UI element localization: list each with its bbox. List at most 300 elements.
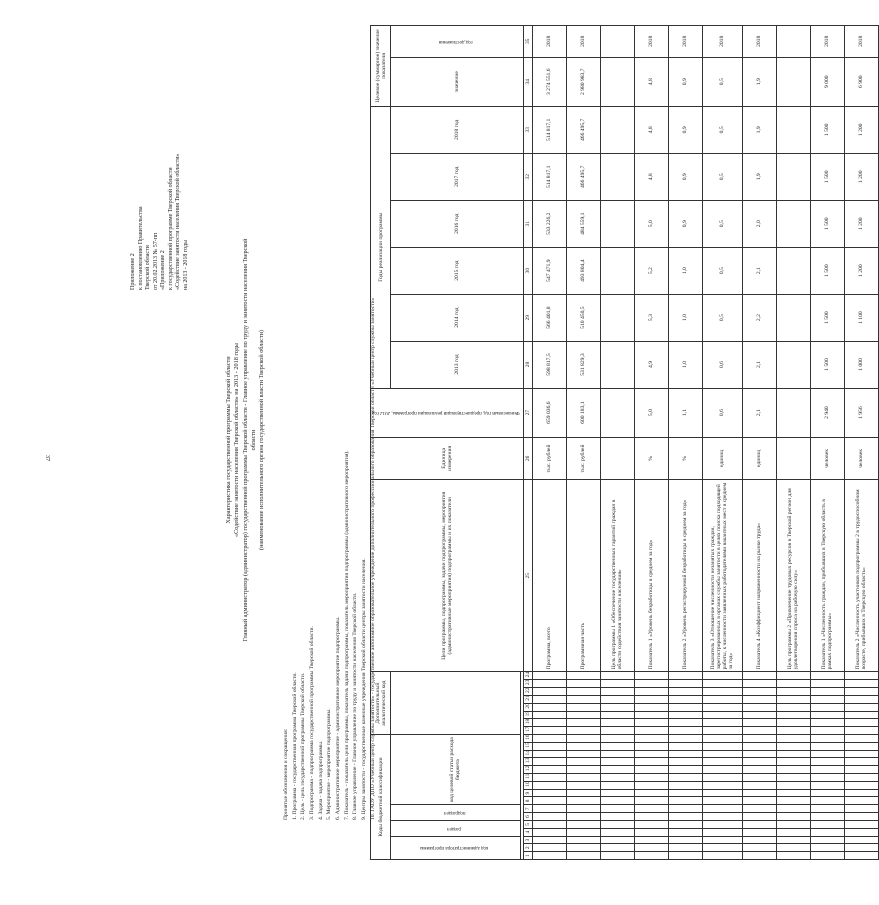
row-fin-year: 0,6: [702, 388, 742, 437]
row-year-value: 531 829,3: [566, 341, 600, 388]
code-cell: [776, 781, 810, 789]
code-cell: [776, 680, 810, 688]
code-cell: [776, 735, 810, 743]
header-unit: Единица измерения: [371, 437, 524, 479]
code-cell: [844, 695, 878, 703]
code-cell: [742, 844, 776, 852]
code-cell: [566, 844, 600, 852]
code-cell: [776, 852, 810, 860]
note-line: 2. Цель - цель государственной программы Тверской области.: [300, 672, 307, 820]
note-line: 9. Центры занятости - государственные казенные учреждения Тверской области центры занятости населения.: [360, 558, 367, 820]
row-year-value: [600, 247, 634, 294]
header-years-group: Годы реализации программы: [371, 106, 391, 388]
table-row: [566, 26, 600, 860]
column-number: 23: [523, 680, 532, 688]
code-cell: [668, 735, 702, 743]
code-cell: [810, 828, 844, 836]
code-cell: [600, 719, 634, 727]
code-cell: [844, 836, 878, 844]
code-cell: [566, 742, 600, 750]
code-cell: [634, 797, 668, 805]
code-cell: [600, 774, 634, 782]
column-number: 13: [523, 758, 532, 766]
code-cell: [532, 695, 566, 703]
note-line: 5. Мероприятие - мероприятие подпрограммы.: [326, 708, 333, 820]
code-cell: [810, 844, 844, 852]
note-line: 3. Подпрограмма - подпрограмма государственной программы Тверской области.: [308, 626, 315, 820]
table-row: [702, 26, 742, 860]
code-cell: [634, 805, 668, 813]
header-final-year: год достижения: [391, 26, 524, 58]
code-cell: [742, 703, 776, 711]
code-cell: [668, 774, 702, 782]
appendix-line: на 2013 - 2018 годы: [182, 239, 189, 290]
row-final-value: 9 000: [810, 57, 844, 106]
column-number: 3: [523, 836, 532, 844]
code-cell: [634, 695, 668, 703]
row-final-year: 2018: [810, 26, 844, 58]
code-cell: [702, 688, 742, 696]
row-name: Показатель 2 «Численность участников подпрограммы 2 в трудоспособном возрасте, прибывших в Тверскую область»: [844, 480, 878, 672]
code-cell: [776, 727, 810, 735]
row-fin-year: 1 956: [844, 388, 878, 437]
code-cell: [668, 813, 702, 821]
code-cell: [668, 836, 702, 844]
code-cell: [600, 852, 634, 860]
code-cell: [566, 820, 600, 828]
row-year-value: 5,2: [634, 247, 668, 294]
code-cell: [566, 750, 600, 758]
column-number: 10: [523, 781, 532, 789]
code-cell: [634, 742, 668, 750]
header-extra-code-spacer: [391, 672, 521, 735]
code-cell: [634, 719, 668, 727]
header-admin-code: код администратора программы: [391, 836, 521, 859]
code-cell: [702, 727, 742, 735]
code-cell: [600, 758, 634, 766]
column-number: 15: [523, 742, 532, 750]
code-cell: [702, 844, 742, 852]
column-number: 35: [523, 26, 532, 58]
table-row: [532, 26, 566, 860]
row-year-value: 1 200: [844, 153, 878, 200]
column-number: 2: [523, 844, 532, 852]
column-number: 28: [523, 341, 532, 388]
code-cell: [776, 797, 810, 805]
code-cell: [776, 789, 810, 797]
code-cell: [532, 727, 566, 735]
table-row: [776, 26, 810, 860]
code-cell: [532, 750, 566, 758]
code-cell: [810, 820, 844, 828]
code-cell: [702, 758, 742, 766]
code-cell: [844, 750, 878, 758]
header-year-2017: 2017 год: [391, 153, 524, 200]
row-year-value: [776, 341, 810, 388]
row-year-value: 4,8: [634, 153, 668, 200]
code-cell: [844, 797, 878, 805]
row-fin-year: 659 036,6: [532, 388, 566, 437]
code-cell: [566, 813, 600, 821]
column-number: 27: [523, 388, 532, 437]
code-cell: [600, 742, 634, 750]
code-cell: [600, 828, 634, 836]
row-year-value: 2,0: [742, 200, 776, 247]
table-row: [844, 26, 878, 860]
note-line: 6. Административное мероприятие - административное мероприятие подпрограммы.: [334, 616, 341, 820]
column-number: 32: [523, 153, 532, 200]
code-cell: [776, 820, 810, 828]
row-year-value: 1 200: [844, 200, 878, 247]
code-cell: [566, 727, 600, 735]
code-cell: [600, 805, 634, 813]
row-year-value: 4,8: [634, 106, 668, 153]
note-line: 8. Главное управление - Главное управление по труду и занятости населения Тверской области.: [352, 592, 359, 820]
code-cell: [742, 750, 776, 758]
column-number: 16: [523, 735, 532, 743]
row-year-value: 566 401,8: [532, 294, 566, 341]
row-year-value: 1 100: [844, 294, 878, 341]
column-number: 29: [523, 294, 532, 341]
column-number: 34: [523, 57, 532, 106]
code-cell: [844, 742, 878, 750]
code-cell: [600, 735, 634, 743]
row-year-value: 1 500: [810, 294, 844, 341]
row-year-value: 0,9: [668, 200, 702, 247]
row-final-year: 2018: [532, 26, 566, 58]
row-unit: тыс. рублей: [566, 437, 600, 479]
code-cell: [844, 727, 878, 735]
column-number: 18: [523, 719, 532, 727]
row-final-year: [600, 26, 634, 58]
code-cell: [532, 719, 566, 727]
row-fin-year: 2 940: [810, 388, 844, 437]
program-characteristics-table: [370, 25, 879, 860]
code-cell: [600, 813, 634, 821]
row-year-value: [600, 200, 634, 247]
code-cell: [566, 680, 600, 688]
code-cell: [810, 789, 844, 797]
header-budget-codes: Коды бюджетной классификации: [371, 735, 391, 860]
code-cell: [810, 672, 844, 680]
column-number: 19: [523, 711, 532, 719]
code-cell: [634, 774, 668, 782]
code-cell: [668, 695, 702, 703]
code-cell: [844, 758, 878, 766]
row-unit: тыс. рублей: [532, 437, 566, 479]
row-name: Цель программы 2 «Привлечение трудовых ресурсов в Тверской регион для удовлетворения спроса на рабочую силу»: [776, 480, 810, 672]
code-cell: [742, 727, 776, 735]
code-cell: [742, 828, 776, 836]
column-number: 6: [523, 813, 532, 821]
row-fin-year: 2,1: [742, 388, 776, 437]
row-year-value: [776, 200, 810, 247]
row-year-value: 466 495,7: [566, 153, 600, 200]
code-cell: [776, 672, 810, 680]
code-cell: [532, 805, 566, 813]
code-cell: [634, 680, 668, 688]
row-year-value: 514 817,1: [532, 106, 566, 153]
row-year-value: 0,5: [702, 294, 742, 341]
row-fin-year: 5,0: [634, 388, 668, 437]
code-cell: [566, 766, 600, 774]
column-number-row: [523, 26, 532, 860]
appendix-line: к постановлению Правительства: [137, 206, 144, 290]
row-unit: человек: [810, 437, 844, 479]
row-year-value: 514 817,1: [532, 153, 566, 200]
row-year-value: 598 817,5: [532, 341, 566, 388]
header-name: Цели программы, подпрограммы, задачи подпрограммы, мероприятия (административные мероприятия) подпрограммы и их показатели: [371, 480, 524, 672]
row-year-value: 547 471,9: [532, 247, 566, 294]
note-line: 1. Программа - государственная программа Тверской области.: [291, 672, 298, 820]
row-final-value: 4,8: [634, 57, 668, 106]
row-year-value: 1 000: [844, 341, 878, 388]
note-line: Принятые обозначения и сокращения:: [283, 728, 289, 820]
code-cell: [742, 805, 776, 813]
code-cell: [702, 735, 742, 743]
code-cell: [668, 844, 702, 852]
code-cell: [600, 844, 634, 852]
code-cell: [532, 711, 566, 719]
column-number: 24: [523, 672, 532, 680]
code-cell: [668, 852, 702, 860]
column-number: 25: [523, 480, 532, 672]
row-year-value: 0,5: [702, 247, 742, 294]
table-row: [634, 26, 668, 860]
header-subsection: подраздел: [391, 805, 521, 821]
row-year-value: [776, 247, 810, 294]
code-cell: [600, 672, 634, 680]
row-unit: [600, 437, 634, 479]
row-year-value: 5,0: [634, 200, 668, 247]
code-cell: [634, 727, 668, 735]
row-name: Программная часть: [566, 480, 600, 672]
row-unit: [776, 437, 810, 479]
code-cell: [810, 703, 844, 711]
page-number: 37: [44, 455, 50, 461]
row-year-value: 2,1: [742, 247, 776, 294]
header-target-article: код целевой статьи расхода бюджета: [391, 735, 521, 805]
code-cell: [634, 844, 668, 852]
row-year-value: 1 500: [810, 200, 844, 247]
code-cell: [810, 735, 844, 743]
row-year-value: [600, 294, 634, 341]
code-cell: [844, 805, 878, 813]
code-cell: [702, 695, 742, 703]
row-year-value: 1,0: [668, 294, 702, 341]
row-year-value: 493 804,4: [566, 247, 600, 294]
column-number: 12: [523, 766, 532, 774]
row-unit: %: [634, 437, 668, 479]
column-number: 9: [523, 789, 532, 797]
row-name: Цель программы 1 «Обеспечение государственных гарантий граждан в области содействия занятости населения»: [600, 480, 634, 672]
row-name: Показатель 1 «Уровень безработицы в среднем за год»: [634, 480, 668, 672]
column-number: 30: [523, 247, 532, 294]
code-cell: [810, 805, 844, 813]
row-unit: человек: [844, 437, 878, 479]
code-cell: [776, 766, 810, 774]
column-number: 17: [523, 727, 532, 735]
note-line: 10. ГАОУ ДПО «Учебный центр службы занятости» - государственное автономное образовательное учреждение дополнительного профессионального образования Тверской области «Учебный центр службы занятости»: [369, 297, 376, 820]
code-cell: [702, 703, 742, 711]
code-cell: [566, 774, 600, 782]
code-cell: [844, 774, 878, 782]
row-year-value: 2,1: [742, 341, 776, 388]
header-year-2013: 2013 год: [391, 341, 524, 388]
code-cell: [600, 836, 634, 844]
code-cell: [702, 719, 742, 727]
code-cell: [742, 766, 776, 774]
table-row: [742, 26, 776, 860]
code-cell: [532, 813, 566, 821]
code-cell: [634, 820, 668, 828]
row-final-year: 2018: [742, 26, 776, 58]
code-cell: [634, 750, 668, 758]
title-line-4: (наименование исполнительного органа государственной власти Тверской области): [258, 330, 266, 550]
code-cell: [600, 711, 634, 719]
code-cell: [566, 735, 600, 743]
code-cell: [776, 688, 810, 696]
row-year-value: [776, 153, 810, 200]
code-cell: [742, 797, 776, 805]
code-cell: [844, 828, 878, 836]
column-number: 26: [523, 437, 532, 479]
row-year-value: 533 226,2: [532, 200, 566, 247]
code-cell: [566, 852, 600, 860]
code-cell: [566, 758, 600, 766]
row-year-value: 1 500: [810, 341, 844, 388]
row-year-value: [600, 341, 634, 388]
code-cell: [532, 703, 566, 711]
code-cell: [844, 711, 878, 719]
code-cell: [776, 758, 810, 766]
code-cell: [566, 672, 600, 680]
row-fin-year: 1,1: [668, 388, 702, 437]
code-cell: [634, 735, 668, 743]
code-cell: [566, 688, 600, 696]
code-cell: [600, 703, 634, 711]
row-year-value: 2,2: [742, 294, 776, 341]
code-cell: [702, 820, 742, 828]
code-cell: [810, 742, 844, 750]
code-cell: [742, 820, 776, 828]
row-year-value: 1,0: [668, 247, 702, 294]
code-cell: [532, 766, 566, 774]
code-cell: [742, 688, 776, 696]
code-cell: [702, 711, 742, 719]
code-cell: [844, 680, 878, 688]
code-cell: [668, 727, 702, 735]
note-line: 4. Задача - задача подпрограммы.: [317, 740, 324, 820]
code-cell: [844, 852, 878, 860]
code-cell: [702, 680, 742, 688]
row-year-value: [600, 106, 634, 153]
row-year-value: 0,5: [702, 106, 742, 153]
row-year-value: 0,6: [702, 341, 742, 388]
code-cell: [634, 852, 668, 860]
code-cell: [844, 820, 878, 828]
code-cell: [600, 820, 634, 828]
code-cell: [742, 852, 776, 860]
table-row: [810, 26, 844, 860]
row-unit: единиц: [742, 437, 776, 479]
title-line-1: Характеристика государственной программы Тверской области: [225, 356, 232, 524]
column-number: 33: [523, 106, 532, 153]
code-cell: [702, 774, 742, 782]
code-cell: [668, 789, 702, 797]
code-cell: [810, 688, 844, 696]
code-cell: [532, 774, 566, 782]
header-fin-year: Финансовый год, предшествующий реализации программы, 2012 год: [371, 388, 524, 437]
code-cell: [634, 766, 668, 774]
code-cell: [600, 727, 634, 735]
appendix-line: к государственной программе Тверской области: [167, 167, 174, 290]
code-cell: [742, 735, 776, 743]
row-final-value: 6 900: [844, 57, 878, 106]
code-cell: [532, 758, 566, 766]
code-cell: [810, 797, 844, 805]
row-year-value: 5,3: [634, 294, 668, 341]
row-name: Показатель 2 «Уровень регистрируемой безработицы в среднем за год»: [668, 480, 702, 672]
code-cell: [600, 797, 634, 805]
code-cell: [668, 820, 702, 828]
code-cell: [742, 758, 776, 766]
code-cell: [844, 813, 878, 821]
code-cell: [776, 742, 810, 750]
abbreviations-notes: [282, 297, 377, 820]
header-year-2015: 2015 год: [391, 247, 524, 294]
row-year-value: 1 500: [810, 106, 844, 153]
column-number: 1: [523, 852, 532, 860]
rotated-document: [20, 20, 868, 880]
code-cell: [668, 688, 702, 696]
code-cell: [634, 781, 668, 789]
row-final-value: 2 980 983,7: [566, 57, 600, 106]
code-cell: [634, 758, 668, 766]
code-cell: [668, 781, 702, 789]
code-cell: [532, 820, 566, 828]
row-year-value: 1,0: [668, 341, 702, 388]
code-cell: [566, 719, 600, 727]
document-title: [225, 230, 267, 650]
row-year-value: 510 450,5: [566, 294, 600, 341]
code-cell: [810, 813, 844, 821]
row-year-value: 1 200: [844, 106, 878, 153]
code-cell: [566, 797, 600, 805]
code-cell: [566, 805, 600, 813]
appendix-line: от 20.02.2013 № 57-пп: [152, 232, 159, 290]
code-cell: [776, 813, 810, 821]
row-year-value: 0,9: [668, 106, 702, 153]
code-cell: [810, 758, 844, 766]
row-fin-year: [776, 388, 810, 437]
code-cell: [566, 695, 600, 703]
column-number: 31: [523, 200, 532, 247]
row-final-year: 2018: [702, 26, 742, 58]
code-cell: [668, 758, 702, 766]
row-year-value: 4,9: [634, 341, 668, 388]
code-cell: [668, 805, 702, 813]
code-cell: [668, 680, 702, 688]
code-cell: [532, 836, 566, 844]
code-cell: [668, 828, 702, 836]
appendix-line: Приложение 2: [130, 253, 136, 290]
row-name: Показатель 4 «Коэффициент напряженности на рынке труда»: [742, 480, 776, 672]
code-cell: [810, 766, 844, 774]
code-cell: [532, 742, 566, 750]
code-cell: [600, 695, 634, 703]
code-cell: [600, 766, 634, 774]
